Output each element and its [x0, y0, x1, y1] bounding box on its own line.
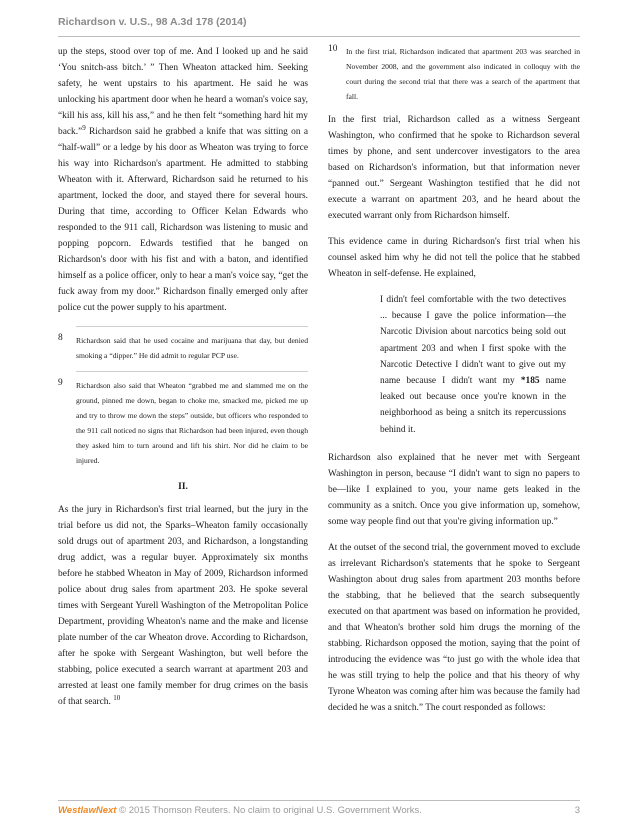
- paragraph-text: up the steps, stood over top of me. And I looked up and he said ‘You snitch-ass bitch.’ ” Then Wheaton attacked him. Seeking safety, he went upstairs to his apartment. He said he was unlocking his apartment door when he heard a woman's voice say, “kill his ass, kill his ass,” and he then felt “something hard hit my back.”: [58, 47, 308, 137]
- paragraph-second-trial: At the outset of the second trial, the government moved to exclude as irrelevant Richardson's statements that he spoke to Sergeant Washington about drug sales from apartment 203 months before the stabbing, that he believed that the search subsequently executed on that apartment was based on information he provided, and that Wheaton's brother sold him drugs the morning of the stabbing. Richardson opposed the motion, saying that the point of introducing the evidence was “to just go with the whole idea that he was still trying to help the police and that his theory of why Tyrone Wheaton was coming after him was because the family had decided he was a snitch.” The court responded as follows:: [328, 542, 580, 713]
- westlaw-logo: WestlawNext: [58, 805, 117, 816]
- star-page-marker: *185: [520, 376, 540, 387]
- quote-text: name leaked out because once you're known in the neighborhood as being a snitch its repercussions behind it.: [380, 376, 566, 435]
- paragraph-washington-testimony: In the first trial, Richardson called as a witness Sergeant Washington, who confirmed that he spoke to Richardson several times by phone, and sent undercover investigators to the area based on Richardson's information, but that information never “panned out.” Sergeant Washington testified that he did not execute a warrant on apartment 203, and he heard about the executed warrant only from Richardson himself.: [328, 115, 580, 221]
- paragraph-drug-sales: [58, 502, 308, 710]
- footnote-text: Richardson also said that Wheaton “grabbed me and slammed me on the ground, pinned me down, began to choke me, smacked me, picked me up and try to throw me down the steps” outside, but officers who responded to the 911 call noticed no signs that Richardson had been injured, even though they asked him to turn around and lift his shirt. Nor did he claim to be injured.: [76, 381, 308, 465]
- footnote-9: [58, 378, 308, 468]
- left-column: [58, 44, 308, 720]
- footnote-separator: [76, 326, 308, 327]
- paragraph-stabbing-account: [58, 44, 308, 316]
- header-rule: [58, 36, 580, 37]
- footnote-text: In the first trial, Richardson indicated that apartment 203 was searched in November 2008, and the government also indicated in colloquy with the court during the second trial that there was a search of the apartment that fall.: [346, 47, 580, 101]
- footnote-number: 8: [58, 333, 63, 343]
- page-number: 3: [574, 805, 580, 816]
- case-citation-header: Richardson v. U.S., 98 A.3d 178 (2014): [58, 16, 247, 28]
- footnote-separator: [76, 371, 308, 372]
- footnote-ref-10[interactable]: 10: [113, 693, 121, 702]
- page-footer: [58, 805, 580, 816]
- footer-rule: [58, 800, 580, 801]
- paragraph-text: Richardson said he grabbed a knife that was sitting on a “half-wall” or a ledge by his door as Wheaton was trying to force his way into Richardson's apartment. He admitted to stabbing Wheaton with it. Afterward, Richardson said he returned to his apartment, locked the door, and stayed there for several hours. During that time, according to Officer Kelan Edwards who responded to the 911 call, Richardson was listening to music and popping popcorn. Edwards testified that he banged on Richardson's door with his fist and with a baton, and identified himself as a police officer, only to hear a man's voice say, “get the fuck away from my door.” Richardson finally emerged only after police cut the power supply to his apartment.: [58, 127, 308, 313]
- paragraph-text: As the jury in Richardson's first trial learned, but the jury in the trial before us did not, the Sparks–Wheaton family occasionally sold drugs out of apartment 203, and Richardson, a longstanding drug addict, was a regular buyer. Approximately six months before he stabbed Wheaton in May of 2009, Richardson informed police about drug sales from apartment 203. He spoke several times with Sergeant Yurell Washington of the Metropolitan Police Department, providing Wheaton's name and the make and license plate number of the car Wheaton drove. According to Richardson, after he spoke with Sergeant Washington, but well before the stabbing, police executed a search warrant at apartment 203 and arrested at least one family member for drug crimes on the basis of that search.: [58, 505, 308, 707]
- quote-text: I didn't feel comfortable with the two detectives ... because I gave the police information—the Narcotic Division about narcotics being sold out apartment 203 and when I first spoke with the Narcotic Detective I didn't want to give out my name because I didn't want my: [380, 295, 566, 387]
- paragraph-first-trial: This evidence came in during Richardson's first trial when his counsel asked him why he did not tell the police that he stabbed Wheaton in self-defense. He explained,: [328, 237, 580, 279]
- paragraph-no-meeting: Richardson also explained that he never met with Sergeant Washington in person, because “I didn't want to sign no papers to be—like I explained to you, your name gets leaked in the community as a snitch. Once you give information up, somehow, some way people find out that you're giving information up.”: [328, 452, 580, 527]
- copyright-notice: © 2015 Thomson Reuters. No claim to original U.S. Government Works.: [116, 805, 422, 816]
- block-quote: [380, 292, 566, 438]
- section-heading: II.: [178, 482, 188, 492]
- footnote-text: Richardson said that he used cocaine and marijuana that day, but denied smoking a “dipper.” He did admit to regular PCP use.: [76, 336, 308, 360]
- footnote-8: [58, 333, 308, 363]
- footnote-number: 9: [58, 378, 63, 388]
- footnote-ref-9[interactable]: 9: [82, 123, 86, 132]
- right-column: [328, 44, 580, 726]
- footnote-number: 10: [328, 44, 338, 54]
- footnote-10: [328, 44, 580, 104]
